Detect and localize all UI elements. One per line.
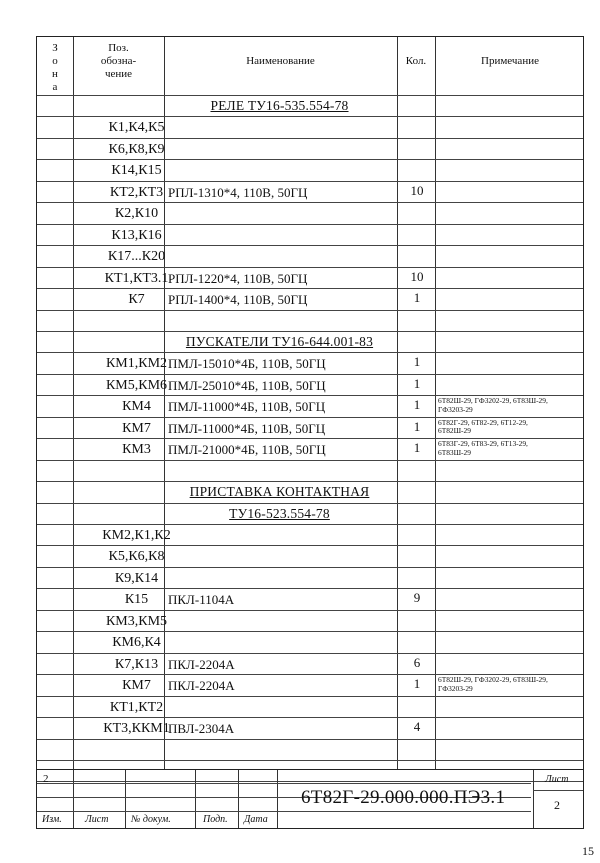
position-designation: КМ1,КМ2 xyxy=(105,356,168,372)
row-divider xyxy=(37,116,583,117)
row-divider xyxy=(37,696,583,697)
item-quantity: 6 xyxy=(413,654,421,670)
row-divider xyxy=(37,739,583,740)
tb-divider-6 xyxy=(533,770,534,828)
item-quantity: 1 xyxy=(413,354,421,370)
row-divider xyxy=(37,524,583,525)
tb-divider-2 xyxy=(125,770,126,828)
item-quantity: 10 xyxy=(410,182,424,198)
position-designation: К1,К4,К5 xyxy=(108,120,165,136)
row-divider xyxy=(37,288,583,289)
position-designation: КТ1,КТ3.1 xyxy=(104,270,169,286)
item-quantity: 1 xyxy=(413,676,421,692)
position-designation: К14,К15 xyxy=(111,163,162,179)
tb-row-1 xyxy=(37,783,531,784)
row-divider xyxy=(37,331,583,332)
row-divider xyxy=(37,159,583,160)
row-divider xyxy=(37,267,583,268)
change-number: 2 xyxy=(43,773,49,785)
note-header: Примечание xyxy=(481,55,539,67)
row-divider xyxy=(37,631,583,632)
section-heading: ТУ16-523.554-78 xyxy=(229,505,330,521)
position-designation: К17...К20 xyxy=(107,249,166,265)
tb-divider-3 xyxy=(195,770,196,828)
document-code: 6Т82Г-29.000.000.ПЭ3.1 xyxy=(301,787,506,808)
position-designation: КМ3 xyxy=(122,442,151,458)
item-name: ПМЛ-25010*4Б, 110В, 50ГЦ xyxy=(168,377,326,393)
position-designation: К13,К16 xyxy=(111,227,162,243)
row-divider xyxy=(37,717,583,718)
row-divider xyxy=(37,181,583,182)
header-divider xyxy=(37,95,583,96)
position-designation: КМ6,К4 xyxy=(112,635,161,651)
item-name: ПКЛ-2204А xyxy=(168,678,235,694)
position-designation: К2,К10 xyxy=(114,206,159,222)
row-divider xyxy=(37,202,583,203)
position-designation: К7,К13 xyxy=(114,656,159,672)
name-header: Наименование xyxy=(246,55,315,67)
tb-divider-4 xyxy=(238,770,239,828)
tb-sheet-row xyxy=(533,790,583,791)
item-quantity: 1 xyxy=(413,397,421,413)
row-divider xyxy=(37,503,583,504)
item-note: 6Т82Ш-29, ГФ3202-29, 6Т83Ш-29, ГФ3203-29 xyxy=(438,396,548,414)
item-note: 6Т82Г-29, 6Т82-29, 6Т12-29, 6Т82Ш-29 xyxy=(438,417,528,436)
position-designation: КМ3,КМ5 xyxy=(105,613,168,629)
position-designation: КТ1,КТ2 xyxy=(109,699,164,715)
position-designation: КТ2,КТ3 xyxy=(109,184,164,200)
item-quantity: 1 xyxy=(413,440,421,456)
sheet-label: Лист xyxy=(545,774,569,785)
item-quantity: 1 xyxy=(413,375,421,391)
pos-header: Поз. обозна- чение xyxy=(100,42,137,80)
position-designation: КМ7 xyxy=(122,420,151,436)
tb-label-date: Дата xyxy=(244,814,268,825)
tb-row-3 xyxy=(37,811,531,812)
title-block xyxy=(37,769,583,828)
tb-divider-1 xyxy=(73,770,74,828)
item-name: РПЛ-1310*4, 110В, 50ГЦ xyxy=(168,184,308,200)
item-quantity: 9 xyxy=(413,590,421,606)
item-quantity: 10 xyxy=(410,268,424,284)
item-name: РПЛ-1220*4, 110В, 50ГЦ xyxy=(168,270,308,286)
sheet-number: 2 xyxy=(554,798,560,812)
document-sheet xyxy=(36,36,584,829)
row-divider xyxy=(37,610,583,611)
row-divider xyxy=(37,760,583,761)
position-designation: К6,К8,К9 xyxy=(108,141,165,157)
qty-header: Кол. xyxy=(405,55,427,67)
item-name: ПКЛ-2204А xyxy=(168,656,235,672)
row-divider xyxy=(37,653,583,654)
position-designation: КТ3,ККМ1 xyxy=(103,721,170,737)
section-heading: ПРИСТАВКА КОНТАКТНАЯ xyxy=(189,484,370,500)
item-name: ПМЛ-11000*4Б, 110В, 50ГЦ xyxy=(168,399,326,415)
item-name: ПМЛ-21000*4Б, 110В, 50ГЦ xyxy=(168,442,326,458)
position-designation: КМ4 xyxy=(122,399,151,415)
section-heading: РЕЛЕ ТУ16-535.554-78 xyxy=(210,98,349,113)
position-designation: К7 xyxy=(128,292,145,308)
row-divider xyxy=(37,588,583,589)
row-divider xyxy=(37,352,583,353)
item-name: ПМЛ-15010*4Б, 110В, 50ГЦ xyxy=(168,356,326,372)
row-divider xyxy=(37,481,583,482)
row-divider xyxy=(37,224,583,225)
section-heading: ПУСКАТЕЛИ ТУ16-644.001-83 xyxy=(185,333,374,349)
position-designation: КМ7 xyxy=(122,678,151,694)
item-name: ПМЛ-11000*4Б, 110В, 50ГЦ xyxy=(168,420,326,436)
row-divider xyxy=(37,138,583,139)
row-divider xyxy=(37,245,583,246)
position-designation: К5,К6,К8 xyxy=(108,549,165,565)
item-quantity: 4 xyxy=(413,719,421,735)
tb-label-sign: Подп. xyxy=(203,814,228,825)
item-quantity: 1 xyxy=(413,418,421,434)
tb-label-list: Лист xyxy=(85,814,109,825)
item-name: ПВЛ-2304А xyxy=(168,721,235,737)
zone-header: З о н а xyxy=(52,42,58,93)
item-quantity: 1 xyxy=(413,290,421,306)
row-divider xyxy=(37,460,583,461)
position-designation: КМ5,КМ6 xyxy=(105,377,168,393)
row-divider xyxy=(37,545,583,546)
tb-label-doc: № докум. xyxy=(131,814,171,825)
item-note: 6Т82Ш-29, ГФ3202-29, 6Т83Ш-29, ГФ3203-29 xyxy=(438,675,548,693)
page-number: 15 xyxy=(582,844,594,858)
tb-divider-5 xyxy=(277,770,278,828)
item-name: ПКЛ-1104А xyxy=(168,592,235,608)
position-designation: К15 xyxy=(124,592,149,608)
row-divider xyxy=(37,567,583,568)
row-divider xyxy=(37,310,583,311)
item-note: 6Т83Г-29, 6Т83-29, 6Т13-29, 6Т83Ш-29 xyxy=(438,439,528,457)
position-designation: КМ2,К1,К2 xyxy=(102,528,171,543)
position-designation: К9,К14 xyxy=(114,570,159,586)
tb-label-izm: Изм. xyxy=(42,814,62,825)
row-divider xyxy=(37,374,583,375)
item-name: РПЛ-1400*4, 110В, 50ГЦ xyxy=(168,292,308,308)
